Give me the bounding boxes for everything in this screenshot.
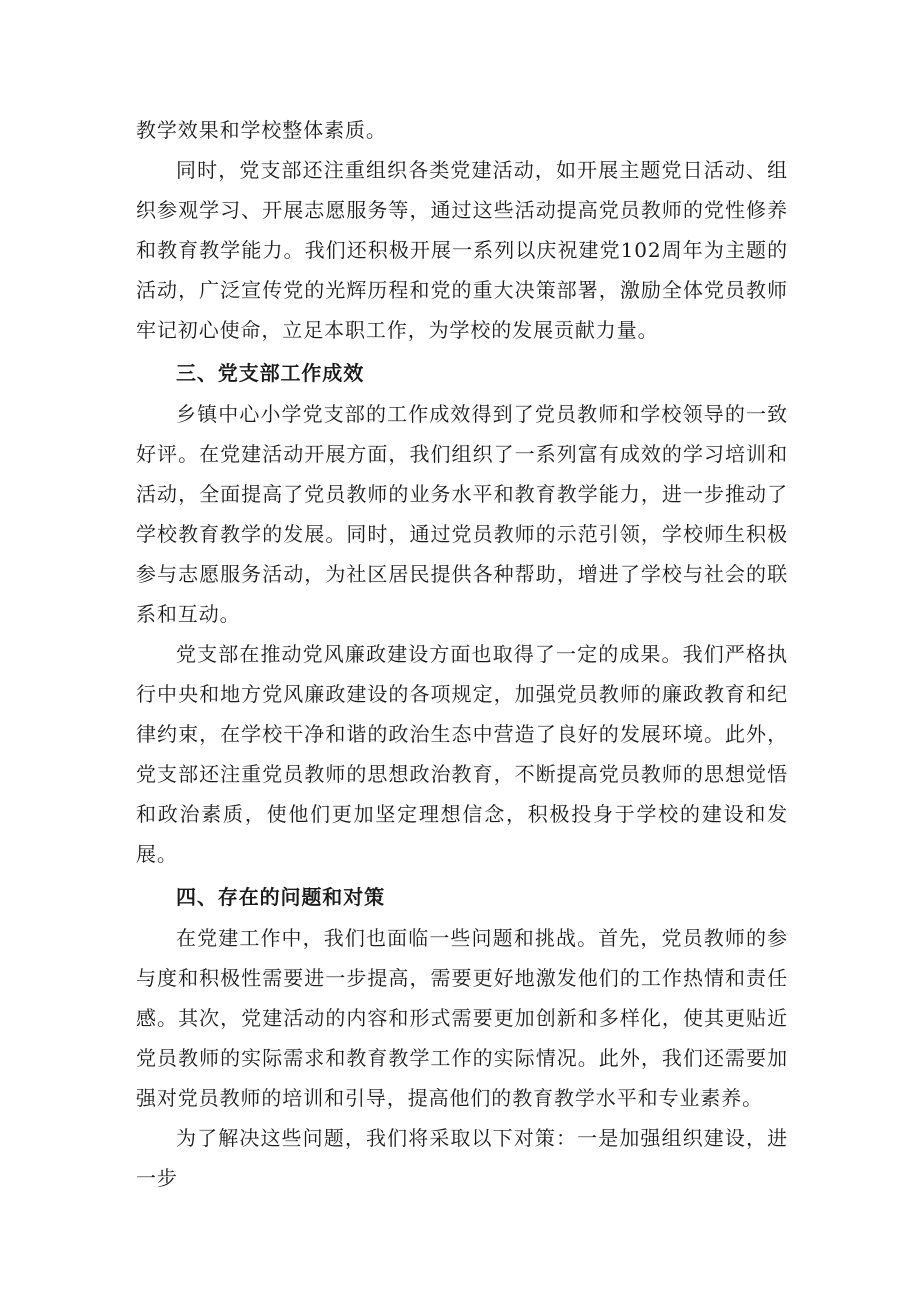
- paragraph-countermeasures: 为了解决这些问题，我们将采取以下对策：一是加强组织建设，进一步: [136, 1126, 788, 1190]
- paragraph-continuation: 教学效果和学校整体素质。: [136, 118, 387, 142]
- paragraph-work-results: 乡镇中心小学党支部的工作成效得到了党员教师和学校领导的一致好评。在党建活动开展方面，我们组织了一系列富有成效的学习培训和活动，全面提高了党员教师的业务水平和教育教学能力，进一步推动了学校教育教学的发展。同时，通过党员教师的示范引领，学校师生积极参与志愿服务活动，为社区居民提供各种帮助，增进了学校与社会的联系和互动。: [136, 402, 788, 626]
- paragraph-integrity-building: 党支部在推动党风廉政建设方面也取得了一定的成果。我们严格执行中央和地方党风廉政建设的各项规定，加强党员教师的廉政教育和纪律约束，在学校干净和谐的政治生态中营造了良好的发展环境。此外，党支部还注重党员教师的思想政治教育，不断提高党员教师的思想觉悟和政治素质，使他们更加坚定理想信念，积极投身于学校的建设和发展。: [136, 642, 788, 866]
- section-heading-work-results: 三、党支部工作成效: [176, 361, 365, 385]
- document-page: [136, 110, 788, 1198]
- section-heading-problems-countermeasures: 四、存在的问题和对策: [176, 885, 385, 909]
- paragraph-problems: 在党建工作中，我们也面临一些问题和挑战。首先，党员教师的参与度和积极性需要进一步提高，需要更好地激发他们的工作热情和责任感。其次，党建活动的内容和形式需要更加创新和多样化，使其更贴近党员教师的实际需求和教育教学工作的实际情况。此外，我们还需要加强对党员教师的培训和引导，提高他们的教育教学水平和专业素养。: [136, 926, 788, 1110]
- paragraph-party-activities: 同时，党支部还注重组织各类党建活动，如开展主题党日活动、组织参观学习、开展志愿服务等，通过这些活动提高党员教师的党性修养和教育教学能力。我们还积极开展一系列以庆祝建党102周年为主题的活动，广泛宣传党的光辉历程和党的重大决策部署，激励全体党员教师牢记初心使命，立足本职工作，为学校的发展贡献力量。: [136, 158, 788, 342]
